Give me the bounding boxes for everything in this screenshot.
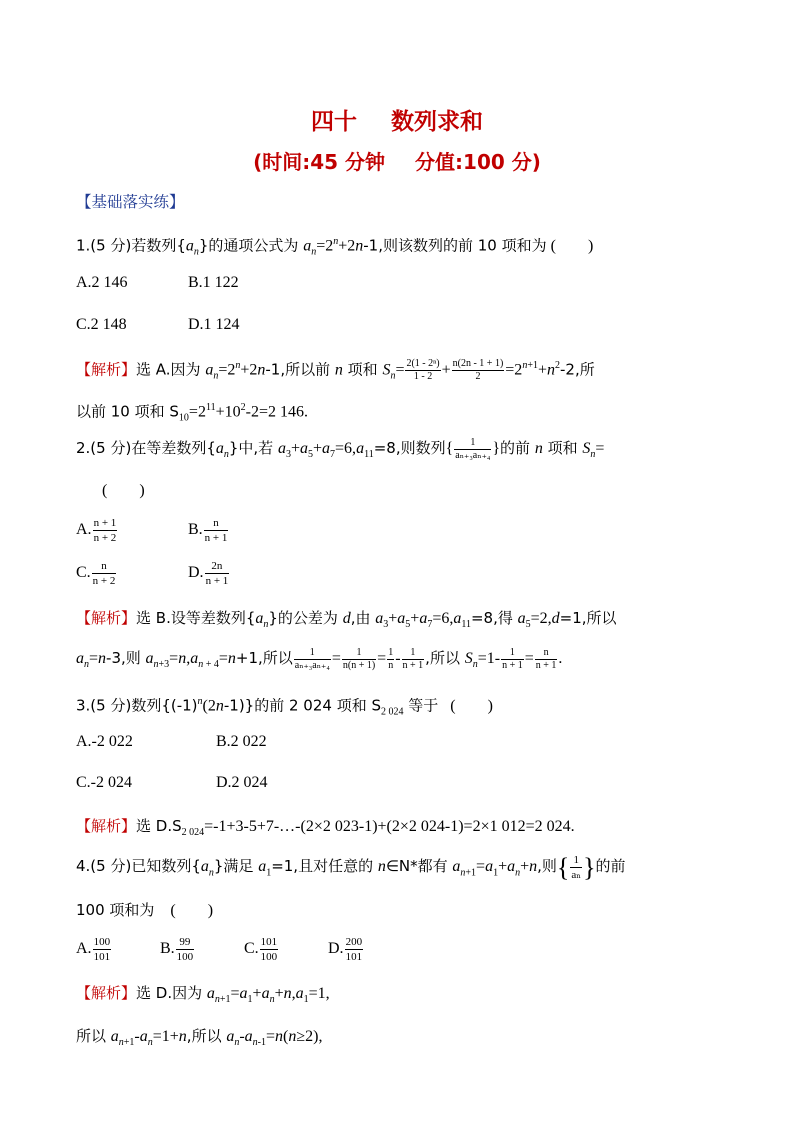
option-a: A.-2 022 <box>76 733 133 750</box>
option-b: B.1 122 <box>188 274 239 291</box>
page-subtitle: (时间:45 分钟 分值:100 分) <box>253 150 541 174</box>
option-a: A. $\frac{n + 1}{n + 2}$ <box>76 517 117 544</box>
option-c: C.-2 024 <box>76 774 132 791</box>
option-d: D. $\frac{2n}{n + 1}$ <box>188 560 229 587</box>
question-2-paren: ( ) <box>102 482 145 499</box>
question-2-stem: 2.(5 分)在等差数列$\{a_n\}$中,若 $a_3+a_5+a_7=6,a_{11}=8$,则数列{ $\frac{1}{\text{aₙ₊₃aₙ₊₄}}$ }的前 n 项和 $S_n=$ <box>76 436 605 461</box>
option-c: C. $\frac{n}{n + 2}$ <box>76 560 116 587</box>
option-c: C.2 148 <box>76 316 127 333</box>
question-4-analysis: 【解析】选 D.因为 $a_{n+1}=a_1+a_n+n,a_1=1$, <box>76 984 330 1006</box>
question-2-analysis: 【解析】选 B.设等差数列$\{a_n\}$的公差为 d,由 $a_3+a_5+a_7=6,a_{11}=8$,得 $a_5=2,d=1$,所以 <box>76 609 617 631</box>
question-4-stem: 4.(5 分)已知数列$\{a_n\}$满足 $a_1=1$,且对任意的 n∈N*都有 $a_{n+1}=a_1+a_n+n$,则{ $\frac{1}{\text{aₙ}}$ }的前 <box>76 852 626 882</box>
question-3-options-cd <box>76 771 268 795</box>
question-1-analysis-cont: 以前 10 项和 $S_{10}=2^{11}+10^2-2=2$ 146. <box>76 402 308 424</box>
option-d: D. $\frac{200}{101}$ <box>328 936 363 963</box>
question-3-options-ab <box>76 730 267 754</box>
option-b: B. $\frac{99}{100}$ <box>160 936 194 963</box>
question-1-options-ab <box>76 271 239 295</box>
option-b: B.2 022 <box>216 733 267 750</box>
question-3-analysis: 【解析】选 $D.S_{2 024}=-1+3-5+7-\dots-(2\times 2$ 023-1)+(2×2 024-1)=2×1 012=2 024. <box>76 817 575 839</box>
question-4-analysis-cont: 所以 $a_{n+1}-a_n=1+n$,所以 $a_n-a_{n-1}=n(n\ge 2)$, <box>76 1027 323 1049</box>
question-2-options-ab <box>76 516 229 545</box>
fraction: $\frac{n(2n - 1 + 1)}{2}$ <box>452 358 504 383</box>
question-1-options-cd <box>76 313 240 337</box>
option-a: A.2 146 <box>76 274 128 291</box>
question-3-stem: 3.(5 分)数列$\{(-1)^n(2n-1)\}$的前 2 024 项和 $S_{2 024}$ 等于 ( ) <box>76 696 493 718</box>
question-4-options <box>76 935 412 964</box>
question-1-stem: 1.(5 分)若数列$\{a_n\}$的通项公式为 $a_n=2^n+2n-1$,则该数列的前 10 项和为 ( ) <box>76 236 594 258</box>
option-d: D.2 024 <box>216 774 268 791</box>
fraction: $\frac{\text{2(1 - 2ⁿ)}}{1 - 2}$ <box>406 358 440 383</box>
fraction: $\frac{1}{\text{aₙ₊₃aₙ₊₄}}$ <box>455 436 491 461</box>
option-d: D.1 124 <box>188 316 240 333</box>
question-4-stem-cont: 100 项和为 ( ) <box>76 901 214 919</box>
section-heading: 【基础落实练】 <box>76 193 185 211</box>
option-a: A. $\frac{100}{101}$ <box>76 936 111 963</box>
page-title: 四十 数列求和 <box>311 109 483 135</box>
question-1-analysis: 【解析】选 A.因为 $a_n=2^n+2n-1$,所以前 n 项和 $S_n=$ $\frac{\text{2(1 - 2ⁿ)}}{1 - 2}$ + $\frac{n(2n - 1 + 1)}{2}$ $=2^{n+1}+n^2-2$,所 <box>76 358 595 383</box>
option-b: B. $\frac{n}{n + 1}$ <box>188 517 228 544</box>
question-2-options-cd <box>76 559 230 588</box>
question-2-analysis-cont: $a_n=n-3$,则 $a_{n+3}=n,a_{n + 4}=n+1$,所以 $\frac{1}{\text{aₙ₊₃aₙ₊₄}}$ = $\frac{1}{n(n + 1)}$ = $\frac{1}{n}$ - $\frac{1}{n + 1}$ ,所以 $S_n=1-$ $\frac{1}{n + 1}$ = $\frac{n}{n + 1}$ . <box>76 646 563 671</box>
option-c: C. $\frac{101}{100}$ <box>244 936 278 963</box>
